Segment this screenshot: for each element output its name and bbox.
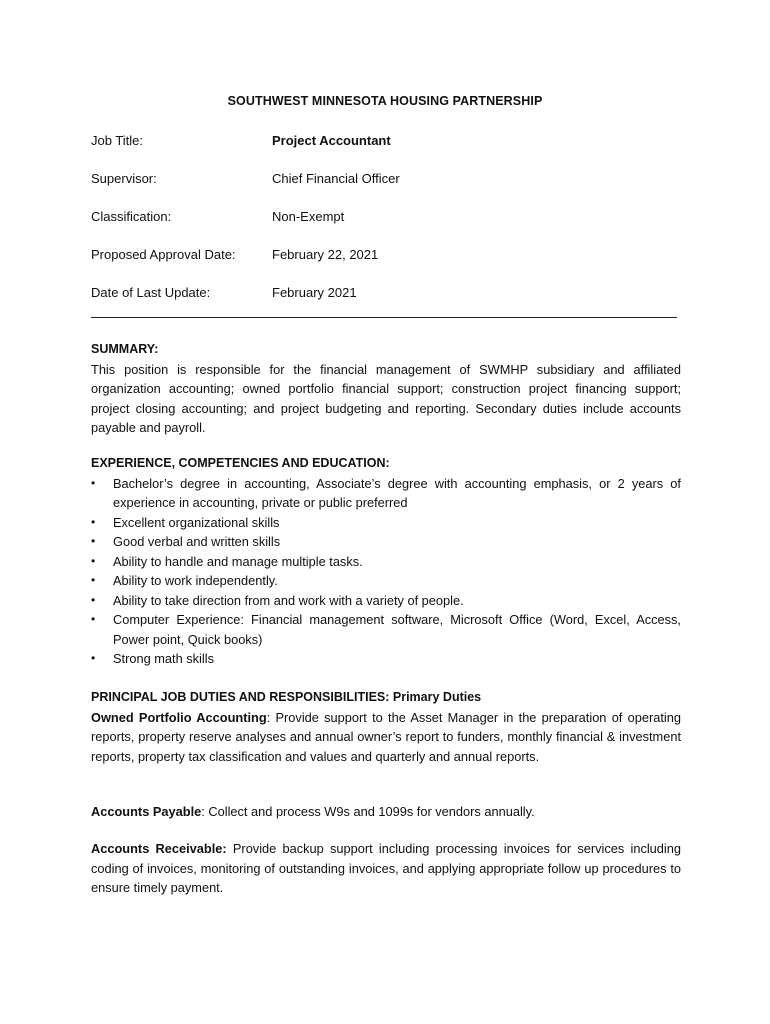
bullet-icon: • bbox=[91, 475, 96, 490]
summary-heading: SUMMARY: bbox=[91, 342, 159, 356]
bullet-icon: • bbox=[91, 573, 96, 587]
list-item-text: Bachelor’s degree in accounting, Associate’s degree with accounting emphasis, or 2 years of experience in accounting, private or public preferred bbox=[113, 475, 681, 510]
duty-accounts-payable bbox=[91, 802, 681, 822]
field-value: Project Accountant bbox=[272, 133, 391, 148]
list-item bbox=[91, 474, 681, 513]
bullet-icon: • bbox=[91, 651, 96, 665]
bullet-icon: • bbox=[91, 612, 96, 626]
field-value: Non-Exempt bbox=[272, 209, 345, 224]
list-item-text: Ability to work independently. bbox=[113, 573, 278, 588]
duty-separator: : bbox=[266, 709, 271, 725]
field-date-of-last-update bbox=[91, 285, 691, 303]
list-item bbox=[91, 513, 681, 533]
field-supervisor bbox=[91, 171, 691, 189]
duty-text: Provide backup support including processing invoices for services including coding of invoices, monitoring of outstanding invoices, and applying appropriate follow up procedures to ensure timely payment. bbox=[91, 841, 681, 895]
bullet-icon: • bbox=[91, 514, 96, 529]
list-item bbox=[91, 571, 681, 591]
list-item bbox=[91, 610, 681, 649]
list-item-text: Computer Experience: Financial management software, Microsoft Office (Word, Excel, Access, Power point, Quick books) bbox=[113, 612, 681, 647]
experience-heading: EXPERIENCE, COMPETENCIES AND EDUCATION: bbox=[91, 456, 390, 470]
field-classification bbox=[91, 209, 691, 227]
duties-heading: PRINCIPAL JOB DUTIES AND RESPONSIBILITIES: Primary Duties bbox=[91, 690, 482, 704]
duty-owned-portfolio bbox=[91, 708, 681, 767]
list-item bbox=[91, 649, 681, 669]
field-proposed-approval-date bbox=[91, 247, 691, 265]
duty-text: Provide support to the Asset Manager in the preparation of operating reports, property reserve analyses and annual owner’s report to funders, monthly financial & investment reports, property tax classification and values and quarterly and annual reports. bbox=[91, 709, 681, 764]
duty-label: Owned Portfolio Accounting bbox=[91, 709, 267, 725]
list-item-text: Strong math skills bbox=[113, 651, 214, 666]
list-item bbox=[91, 591, 681, 611]
organization-title: SOUTHWEST MINNESOTA HOUSING PARTNERSHIP bbox=[227, 94, 543, 108]
duty-separator: : bbox=[201, 804, 205, 819]
field-label: Date of Last Update: bbox=[91, 285, 211, 300]
duties-section bbox=[91, 688, 681, 766]
summary-section bbox=[91, 340, 681, 438]
field-label: Supervisor: bbox=[91, 171, 157, 186]
duty-label: Accounts Receivable: bbox=[91, 841, 227, 856]
field-label: Job Title: bbox=[91, 133, 144, 148]
bullet-icon: • bbox=[91, 553, 96, 568]
experience-list bbox=[91, 474, 681, 669]
duty-text: Collect and process W9s and 1099s for vendors annually. bbox=[204, 804, 535, 819]
duty-accounts-receivable-block bbox=[91, 839, 681, 898]
list-item-text: Good verbal and written skills bbox=[113, 534, 281, 549]
field-value: February 2021 bbox=[272, 285, 357, 300]
horizontal-divider bbox=[91, 317, 677, 318]
list-item-text: Excellent organizational skills bbox=[113, 514, 280, 530]
field-job-title bbox=[91, 133, 691, 151]
duty-accounts-receivable bbox=[91, 839, 681, 898]
field-value: Chief Financial Officer bbox=[272, 171, 400, 186]
experience-section bbox=[91, 454, 681, 669]
bullet-icon: • bbox=[91, 592, 96, 607]
list-item bbox=[91, 552, 681, 572]
duty-label: Accounts Payable bbox=[91, 804, 202, 819]
field-value: February 22, 2021 bbox=[272, 247, 379, 262]
duty-accounts-payable-block bbox=[91, 802, 681, 822]
bullet-icon: • bbox=[91, 534, 96, 548]
list-item-text: Ability to handle and manage multiple tasks. bbox=[113, 553, 363, 569]
field-label: Proposed Approval Date: bbox=[91, 247, 236, 262]
list-item bbox=[91, 532, 681, 552]
field-label: Classification: bbox=[91, 209, 172, 224]
list-item-text: Ability to take direction from and work with a variety of people. bbox=[113, 592, 464, 608]
summary-text: This position is responsible for the financial management of SWMHP subsidiary and affiliated organization accounting; owned portfolio financial support; construction project financing support; project closing accounting; and project budgeting and reporting. Secondary duties include accounts payable and payroll. bbox=[91, 361, 681, 435]
